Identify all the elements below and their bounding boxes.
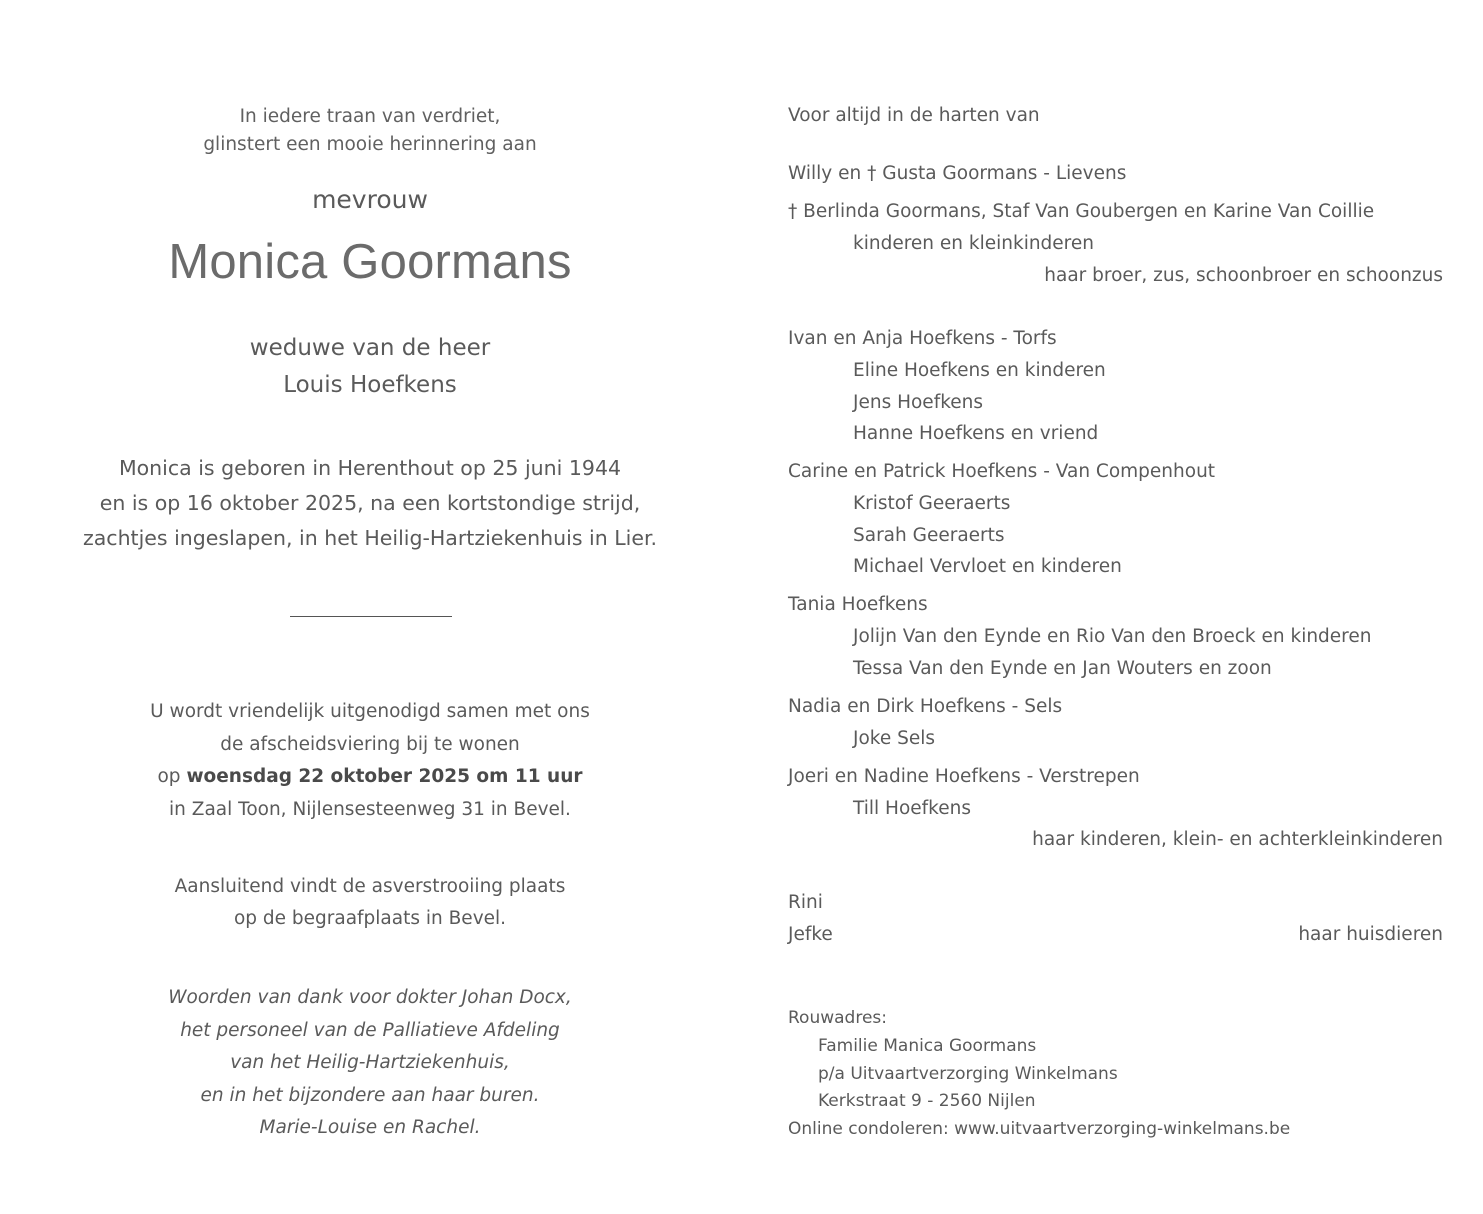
family-member: Jolijn Van den Eynde en Rio Van den Broeck en kinderen: [853, 626, 1372, 647]
widow-of: [40, 330, 700, 404]
thanks-line: en in het bijzondere aan haar buren.: [200, 1084, 540, 1106]
pet-name: Jefke: [788, 924, 833, 945]
family-member: Kristof Geeraerts: [853, 493, 1011, 514]
invite-line: de afscheidsviering bij te wonen: [220, 733, 520, 755]
pet-name: Rini: [788, 892, 823, 913]
relation-siblings: haar broer, zus, schoonbroer en schoonzus: [1044, 265, 1443, 286]
family-member: Tessa Van den Eynde en Jan Wouters en zoon: [853, 658, 1272, 679]
sibling-line: † Berlinda Goormans, Staf Van Goubergen en Karine Van Coillie: [788, 201, 1375, 222]
invite-date-line: [40, 761, 700, 794]
family-group-head: Ivan en Anja Hoefkens - Torfs: [788, 328, 1057, 349]
invite-line: in Zaal Toon, Nijlensesteenweg 31 in Bevel.: [169, 798, 571, 820]
family-group-head: Joeri en Nadine Hoefkens - Verstrepen: [788, 766, 1140, 787]
family-member: Michael Vervloet en kinderen: [853, 556, 1122, 577]
ash-line: op de begraafplaats in Bevel.: [233, 908, 507, 929]
address-line: Kerkstraat 9 - 2560 Nijlen: [818, 1091, 1036, 1111]
divider: [290, 616, 452, 617]
bio-line: Monica is geboren in Herenthout op 25 juni 1944: [118, 456, 622, 480]
bio-line: zachtjes ingeslapen, in het Heilig-Hartziekenhuis in Lier.: [82, 526, 658, 550]
address-label: Rouwadres:: [788, 1008, 887, 1028]
family-group-head: Tania Hoefkens: [788, 594, 928, 615]
right-panel: [788, 0, 1443, 1214]
relation-children: haar kinderen, klein- en achterkleinkinderen: [1032, 829, 1443, 850]
sibling-line: Willy en † Gusta Goormans - Lievens: [788, 163, 1127, 184]
thanks-line: het personeel van de Palliatieve Afdeling: [180, 1019, 560, 1041]
family-member: Eline Hoefkens en kinderen: [853, 360, 1106, 381]
widow-line: Louis Hoefkens: [283, 372, 457, 398]
invitation: [40, 696, 700, 826]
biography: [40, 451, 700, 556]
ash-line: Aansluitend vindt de asverstrooiing plaats: [174, 876, 566, 897]
online-condolence: Online condoleren: www.uitvaartverzorging-winkelmans.be: [788, 1119, 1291, 1139]
bio-line: en is op 16 oktober 2025, na een kortstondige strijd,: [99, 491, 641, 515]
family-member: Joke Sels: [853, 728, 935, 749]
family-group-head: Carine en Patrick Hoefkens - Van Compenhout: [788, 461, 1216, 482]
mourners-heading: Voor altijd in de harten van: [788, 105, 1040, 126]
invite-prefix: op: [157, 766, 187, 787]
left-panel: [40, 0, 700, 1214]
thanks-note: [40, 982, 700, 1145]
family-member: Hanne Hoefkens en vriend: [853, 423, 1099, 444]
thanks-line: Marie-Louise en Rachel.: [259, 1117, 481, 1138]
address-line: Familie Manica Goormans: [818, 1036, 1037, 1056]
intro-verse: [40, 103, 700, 159]
intro-line: glinstert een mooie herinnering aan: [203, 134, 537, 155]
invite-date: woensdag 22 oktober 2025 om 11 uur: [186, 766, 583, 787]
sibling-sub-line: kinderen en kleinkinderen: [853, 233, 1094, 254]
family-group-head: Nadia en Dirk Hoefkens - Sels: [788, 696, 1063, 717]
family-member: Sarah Geeraerts: [853, 525, 1005, 546]
family-member: Till Hoefkens: [853, 798, 971, 819]
widow-line: weduwe van de heer: [249, 335, 491, 361]
title-mevrouw: mevrouw: [312, 185, 428, 214]
address-line: p/a Uitvaartverzorging Winkelmans: [818, 1064, 1118, 1084]
family-member: Jens Hoefkens: [853, 392, 984, 413]
deceased-name: Monica Goormans: [168, 235, 572, 289]
invite-line: U wordt vriendelijk uitgenodigd samen met ons: [150, 701, 590, 722]
thanks-line: van het Heilig-Hartziekenhuis,: [230, 1052, 510, 1073]
ash-scattering: [40, 871, 700, 935]
intro-line: In iedere traan van verdriet,: [239, 106, 501, 127]
thanks-line: Woorden van dank voor dokter Johan Docx,: [168, 987, 572, 1008]
relation-pets: haar huisdieren: [1298, 924, 1443, 945]
